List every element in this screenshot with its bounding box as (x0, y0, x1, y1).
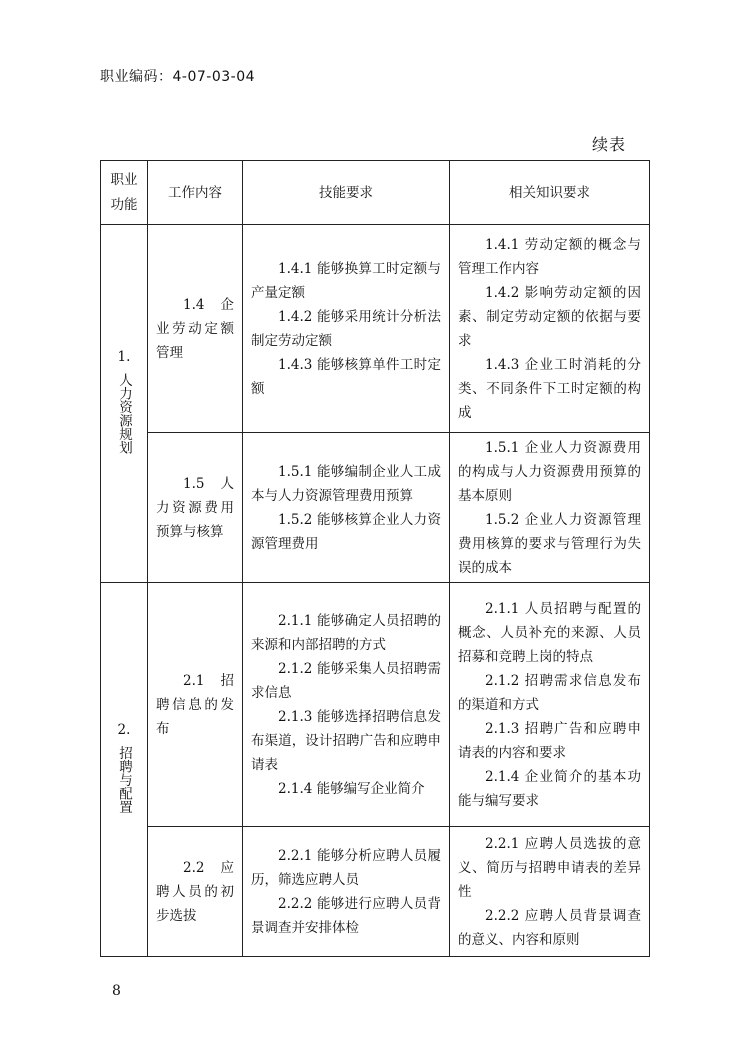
continued-label: 续表 (592, 135, 627, 154)
knowledge-item: 1.5.2 企业人力资源管理费用核算的要求与管理行为失误的成本 (458, 511, 641, 576)
knowledge-item: 2.1.4 企业简介的基本功能与编写要求 (458, 768, 641, 809)
work-cell (148, 827, 243, 957)
knowledge-cell (450, 225, 650, 433)
function-number: 1. (117, 349, 131, 365)
header-knowledge: 相关知识要求 (450, 161, 650, 225)
skill-item: 2.1.1 能够确定人员招聘的来源和内部招聘的方式 (251, 612, 441, 653)
knowledge-item: 1.4.2 影响劳动定额的因素、制定劳动定额的依据与要求 (458, 284, 641, 349)
skill-item: 2.2.1 能够分析应聘人员履历，筛选应聘人员 (251, 847, 441, 888)
header-work: 工作内容 (148, 161, 243, 225)
knowledge-cell (450, 433, 650, 583)
header-function: 职业 功能 (101, 161, 148, 225)
function-cell (101, 225, 148, 583)
skill-cell (243, 225, 450, 433)
work-cell (148, 433, 243, 583)
knowledge-cell (450, 827, 650, 957)
skill-item: 1.4.3 能够核算单件工时定额 (251, 356, 441, 397)
table-row (101, 827, 650, 957)
skill-item: 1.4.1 能够换算工时定额与产量定额 (251, 260, 441, 301)
knowledge-item: 1.4.1 劳动定额的概念与管理工作内容 (458, 236, 641, 277)
skill-cell (243, 827, 450, 957)
knowledge-item: 1.4.3 企业工时消耗的分类、不同条件下工时定额的构成 (458, 356, 641, 421)
function-number: 2. (117, 721, 131, 738)
table-row (101, 583, 650, 827)
page-number: 8 (112, 983, 121, 999)
header-skill: 技能要求 (243, 161, 450, 225)
knowledge-item: 2.2.2 应聘人员背景调查的意义、内容和原则 (458, 907, 641, 948)
work-cell (148, 225, 243, 433)
function-label: 人力资源规划 (116, 373, 132, 454)
table-row (101, 433, 650, 583)
knowledge-item: 2.1.3 招聘广告和应聘申请表的内容和要求 (458, 720, 641, 761)
knowledge-item: 1.5.1 企业人力资源费用的构成与人力资源费用预算的基本原则 (458, 439, 641, 504)
skill-item: 2.1.2 能够采集人员招聘需求信息 (251, 660, 441, 701)
work-text: 2.2 应聘人员的初步选拔 (156, 859, 234, 924)
skill-item: 2.2.2 能够进行应聘人员背景调查并安排体检 (251, 895, 441, 936)
skill-cell (243, 433, 450, 583)
work-text: 1.4 企业劳动定额管理 (156, 296, 234, 361)
table-header-row (101, 161, 650, 225)
knowledge-cell (450, 583, 650, 827)
occupation-code: 职业编码：4-07-03-04 (100, 69, 256, 85)
skills-table (100, 160, 650, 957)
knowledge-item: 2.1.2 招聘需求信息发布的渠道和方式 (458, 672, 641, 713)
skill-item: 1.5.1 能够编制企业人工成本与人力资源管理费用预算 (251, 463, 441, 504)
skill-cell (243, 583, 450, 827)
table-row (101, 225, 650, 433)
skill-item: 2.1.3 能够选择招聘信息发布渠道，设计招聘广告和应聘申请表 (251, 708, 441, 773)
work-text: 1.5 人力资源费用预算与核算 (156, 475, 234, 540)
knowledge-item: 2.1.1 人员招聘与配置的概念、人员补充的来源、人员招募和竞聘上岗的特点 (458, 600, 641, 665)
function-label: 招聘与配置 (116, 745, 132, 814)
skill-item: 1.5.2 能够核算企业人力资源管理费用 (251, 511, 441, 552)
function-cell (101, 583, 148, 957)
skill-item: 2.1.4 能够编写企业简介 (278, 780, 425, 797)
work-cell (148, 583, 243, 827)
knowledge-item: 2.2.1 应聘人员选拔的意义、简历与招聘申请表的差异性 (458, 835, 641, 900)
skill-item: 1.4.2 能够采用统计分析法制定劳动定额 (251, 308, 441, 349)
work-text: 2.1 招聘信息的发布 (156, 672, 234, 737)
